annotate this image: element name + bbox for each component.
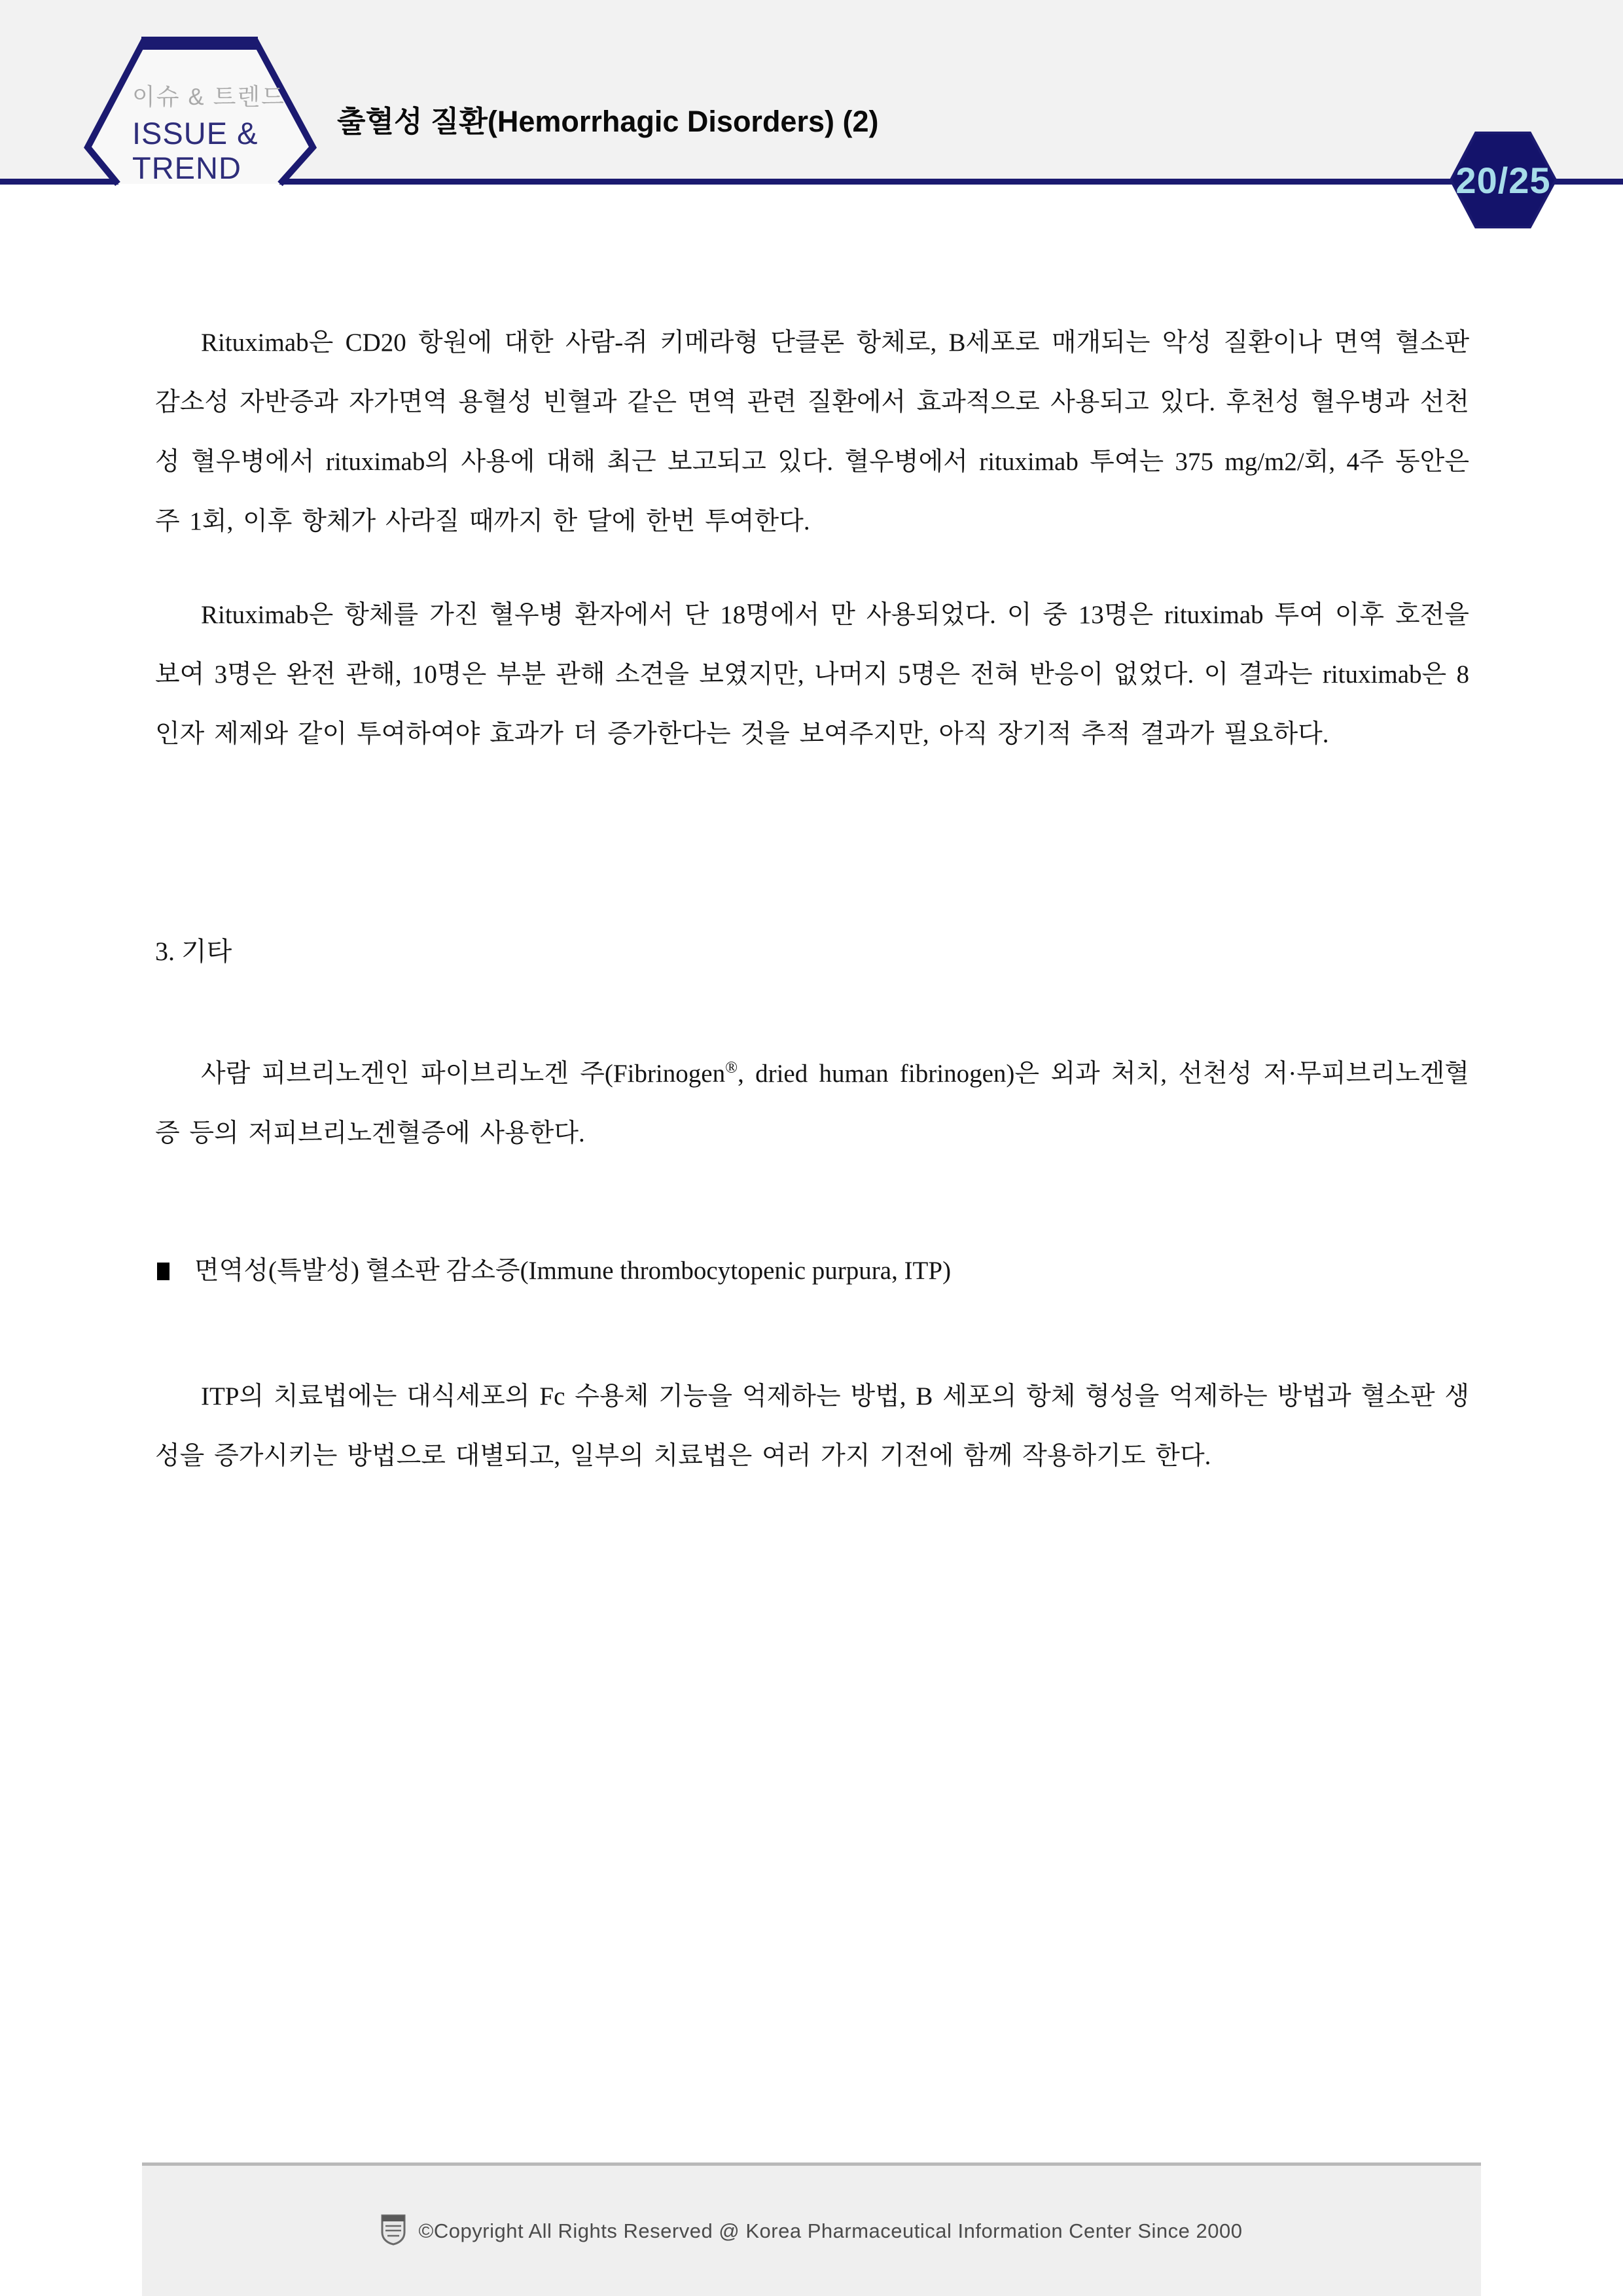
page-number: 20/25	[1455, 159, 1551, 201]
header-rule-right	[279, 179, 1623, 185]
page-number-badge	[1448, 130, 1559, 230]
logo-english-line1: ISSUE &	[132, 116, 259, 151]
logo-english-line2: TREND	[132, 151, 241, 185]
paragraph-fibrinogen	[155, 1044, 1469, 1163]
paragraph-rituximab-overview: Rituximab은 CD20 항원에 대한 사람-쥐 키메라형 단클론 항체로, B세포로 매개되는 악성 질환이나 면역 혈소판 감소성 자반증과 자가면역 용혈성 빈혈과 같은 면역 관련 질환에서 효과적으로 사용되고 있다. 후천성 혈우병과 선천성 혈우병에서 rituximab의 사용에 대해 최근 보고되고 있다. 혈우병에서 rituximab 투여는 375 mg/m2/회, 4주 동안은 주 1회, 이후 항체가 사라질 때까지 한 달에 한번 투여한다.	[155, 329, 1469, 535]
copyright-text: ©Copyright All Rights Reserved @ Korea Pharmaceutical Information Center Since 2000	[418, 2219, 1243, 2242]
itp-subheading	[157, 1254, 1469, 1288]
fibrinogen-text-pre: 사람 피브리노겐인 파이브리노겐 주(Fibrinogen	[201, 1060, 726, 1088]
itp-subheading-label: 면역성(특발성) 혈소판 감소증(Immune thrombocytopenic purpura, ITP)	[194, 1257, 952, 1285]
square-bullet-icon	[157, 1263, 169, 1280]
section-heading-etc: 3. 기타	[155, 937, 232, 966]
kpic-shield-icon	[381, 2214, 406, 2246]
issue-trend-logo	[132, 85, 285, 187]
page-title: 출혈성 질환(Hemorrhagic Disorders) (2)	[337, 105, 879, 138]
page-footer	[142, 2162, 1481, 2296]
registered-trademark-symbol: ®	[725, 1059, 738, 1077]
paragraph-itp-treatment: ITP의 치료법에는 대식세포의 Fc 수용체 기능을 억제하는 방법, B 세포의 항체 형성을 억제하는 방법과 혈소판 생성을 증가시키는 방법으로 대별되고, 일부의 치료법은 여러 가지 기전에 함께 작용하기도 한다.	[155, 1382, 1469, 1470]
paragraph-rituximab-results: Rituximab은 항체를 가진 혈우병 환자에서 단 18명에서 만 사용되었다. 이 중 13명은 rituximab 투여 이후 호전을 보여 3명은 완전 관해, 10명은 부분 관해 소견을 보였지만, 나머지 5명은 전혀 반응이 없었다. 이 결과는 rituximab은 8 인자 제제와 같이 투여하여야 효과가 더 증가한다는 것을 보여주지만, 아직 장기적 추적 결과가 필요하다.	[155, 601, 1469, 748]
fibrinogen-text-post: , dried human fibrinogen)은 외과 처치, 선천성 저·무피브리노겐혈증 등의 저피브리노겐혈증에 사용한다.	[155, 1060, 1469, 1147]
logo-korean-label: 이슈 & 트렌드	[132, 83, 285, 110]
